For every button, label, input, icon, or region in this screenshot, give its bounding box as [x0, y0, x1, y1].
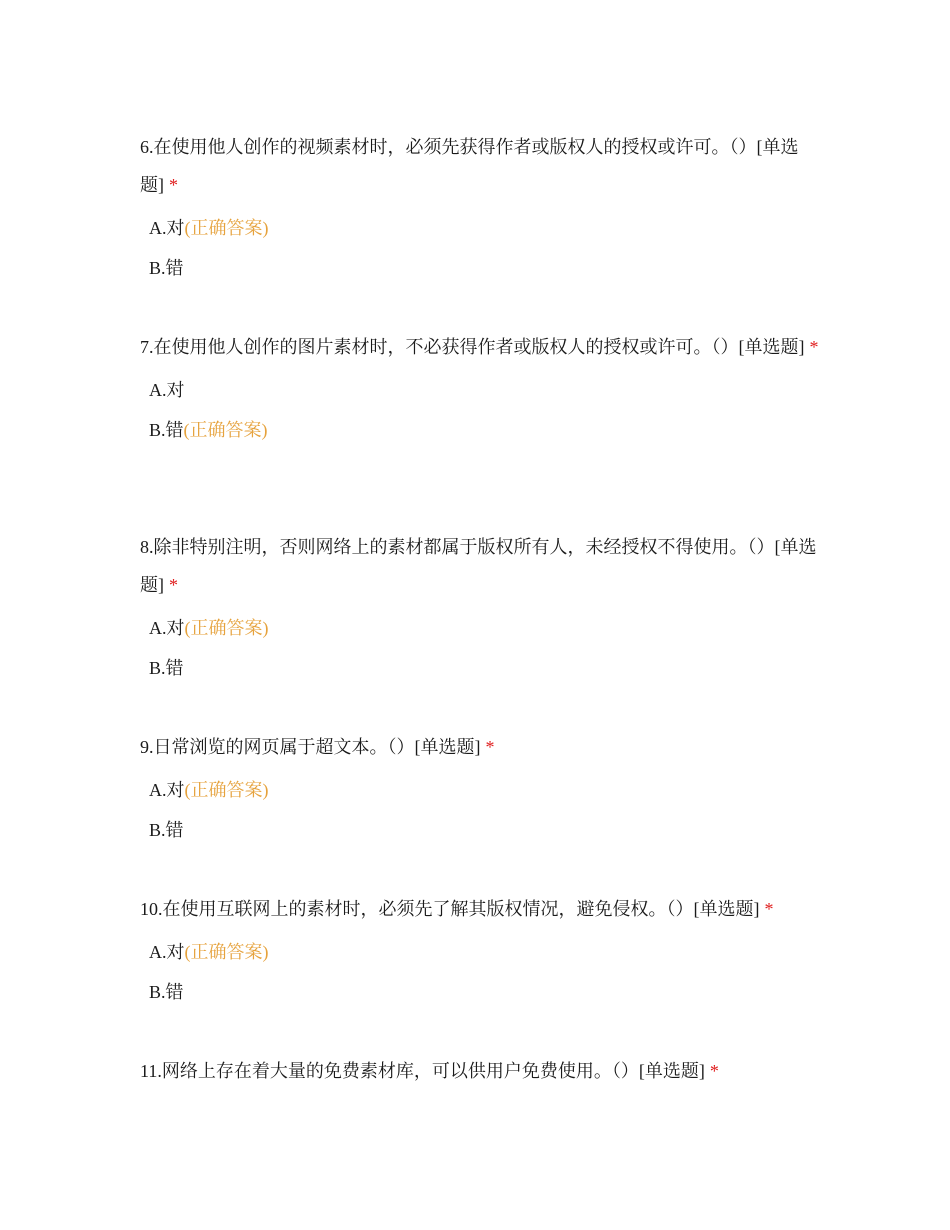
option-a[interactable] — [149, 216, 820, 240]
option-label: A.对 — [149, 218, 185, 238]
option-b[interactable] — [149, 980, 820, 1004]
correct-answer-tag: (正确答案) — [184, 780, 269, 800]
required-marker: * — [485, 737, 495, 757]
option-a[interactable] — [149, 940, 820, 964]
question-10 — [140, 890, 820, 1004]
question-text: 7.在使用他人创作的图片素材时，不必获得作者或版权人的授权或许可。（）[单选题] * — [140, 337, 819, 357]
correct-answer-tag: (正确答案) — [184, 218, 269, 238]
option-b[interactable] — [149, 256, 820, 280]
correct-answer-tag: (正确答案) — [183, 420, 268, 440]
option-b[interactable] — [149, 656, 820, 680]
question-8 — [140, 528, 820, 680]
required-marker: * — [809, 337, 819, 357]
option-a[interactable] — [149, 778, 820, 802]
option-label: B.错 — [149, 982, 184, 1002]
required-marker: * — [169, 175, 178, 195]
option-label: B.错 — [149, 820, 184, 840]
required-marker: * — [709, 1061, 719, 1081]
option-label: A.对 — [149, 942, 185, 962]
option-label: B.错 — [149, 420, 184, 440]
question-text: 8.除非特别注明，否则网络上的素材都属于版权所有人，未经授权不得使用。（）[单选题] * — [140, 537, 817, 595]
question-text: 11.网络上存在着大量的免费素材库，可以供用户免费使用。（）[单选题] * — [140, 1061, 719, 1081]
option-label: A.对 — [149, 780, 185, 800]
question-11 — [140, 1052, 820, 1090]
option-label: B.错 — [149, 258, 184, 278]
required-marker: * — [169, 575, 178, 595]
question-9 — [140, 728, 820, 842]
option-b[interactable] — [149, 818, 820, 842]
correct-answer-tag: (正确答案) — [184, 942, 269, 962]
option-a[interactable] — [149, 616, 820, 640]
correct-answer-tag: (正确答案) — [184, 618, 269, 638]
option-a[interactable] — [149, 378, 820, 402]
required-marker: * — [764, 899, 774, 919]
question-6 — [140, 128, 820, 280]
option-label: B.错 — [149, 658, 184, 678]
question-text: 6.在使用他人创作的视频素材时，必须先获得作者或版权人的授权或许可。（）[单选题] * — [140, 137, 799, 195]
question-text: 10.在使用互联网上的素材时，必须先了解其版权情况，避免侵权。（）[单选题] * — [140, 899, 774, 919]
option-label: A.对 — [149, 618, 185, 638]
option-b[interactable] — [149, 418, 820, 442]
question-text: 9.日常浏览的网页属于超文本。（）[单选题] * — [140, 737, 495, 757]
option-label: A.对 — [149, 380, 185, 400]
question-7 — [140, 328, 820, 442]
